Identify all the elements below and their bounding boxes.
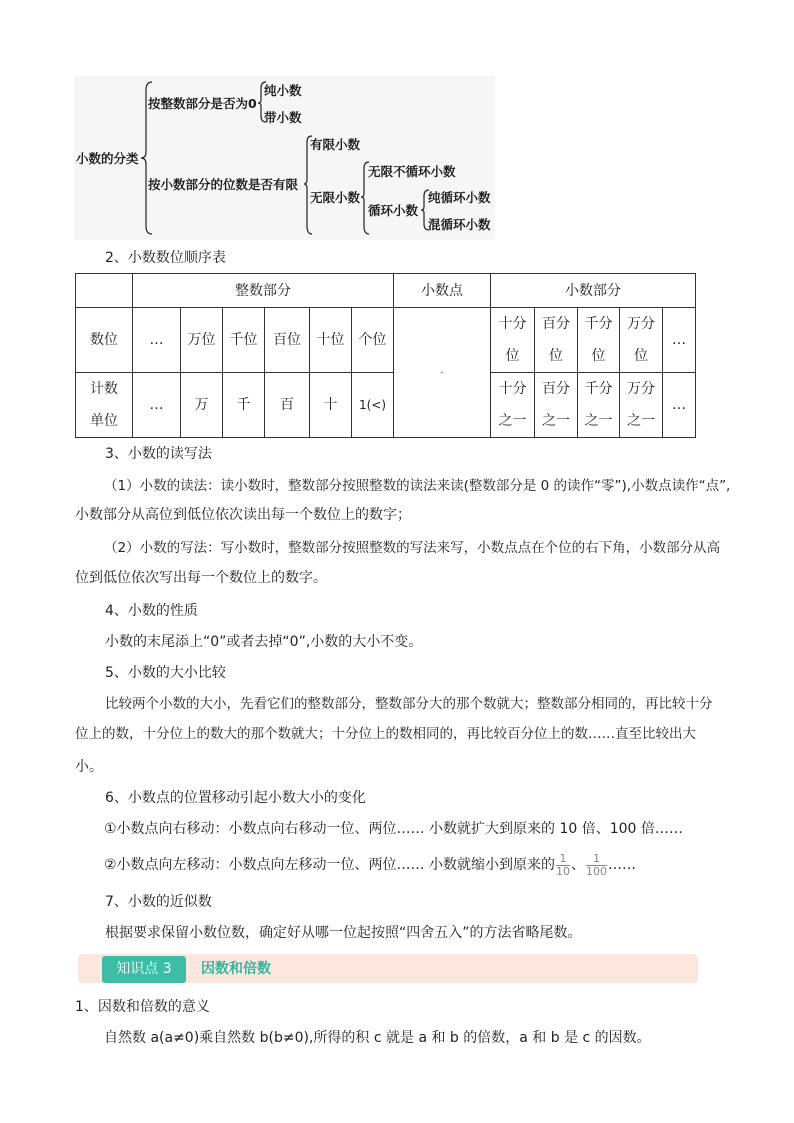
section-5-heading: 5、小数的大小比较 [105,665,226,681]
table-cell: 十分位 [491,308,535,373]
section-4-heading: 4、小数的性质 [105,603,198,619]
approx-text: 根据要求保留小数位数，确定好从哪一位起按照“四舍五入”的方法省略尾数。 [105,925,582,941]
compare-line2: 位上的数，十分位上的数大的那个数就大；十分位上的数相同的，再比较百分位上的数……直至比较出大 [75,726,696,742]
section-7-heading: 7、小数的近似数 [105,894,212,910]
row-label-unit: 计数单位 [76,373,133,438]
fraction-one-tenth [556,853,570,878]
tree-leaf-mixed-repeating: 混循环小数 [428,217,491,232]
table-cell: 千 [223,373,265,438]
row-label-place: 数位 [76,308,133,373]
table-cell: 百分位 [535,308,578,373]
tree-leaf-finite: 有限小数 [310,137,361,152]
compare-line3: 小。 [75,759,103,775]
tree-leaf-nonrepeating: 无限不循环小数 [368,164,456,179]
read-rule-line1: （1）小数的读法：读小数时，整数部分按照整数的读法来读(整数部分是 0 的读作“零”),小数点读作“点”, [104,478,731,494]
fraction-denominator: 100 [586,864,607,878]
table-cell: 百分之一 [535,373,578,438]
fraction-numerator: 1 [586,853,607,866]
table-cell: 万分之一 [620,373,663,438]
write-rule-line1: （2）小数的写法：写小数时，整数部分按照整数的写法来写，小数点点在个位的右下角，小数部分从高 [104,540,721,556]
move-right-text: ①小数点向右移动：小数点向右移动一位、两位…… 小数就扩大到原来的 10 倍、100 倍…… [104,821,683,837]
table-cell: 千位 [223,308,265,373]
table-cell: … [133,308,181,373]
factor-heading: 1、因数和倍数的意义 [75,999,210,1015]
fraction-numerator: 1 [556,853,570,866]
tree-leaf-infinite: 无限小数 [310,190,361,205]
decimal-point-cell [394,308,491,438]
tree-leaf-repeating: 循环小数 [368,203,419,218]
table-cell: 万分位 [620,308,663,373]
tree-leaf-mixed: 带小数 [264,110,302,125]
table-cell: 个位 [352,308,394,373]
table-cell: … [133,373,181,438]
table-cell: 1(<) [352,373,394,438]
move-left-text: ②小数点向左移动：小数点向左移动一位、两位…… 小数就缩小到原来的 [104,857,555,873]
read-rule-line2: 小数部分从高位到低位依次读出每一个数位上的数字； [75,507,411,523]
move-left-line [104,852,636,878]
header-integer-part: 整数部分 [133,274,394,308]
table-cell: … [663,308,696,373]
table-cell: … [663,373,696,438]
table-cell: 百位 [265,308,310,373]
fraction-denominator: 10 [556,864,570,878]
knowledge-point-title: 因数和倍数 [201,961,271,977]
header-decimal-part: 小数部分 [491,274,696,308]
section-2-heading: 2、小数数位顺序表 [105,250,226,266]
tree-root: 小数的分类 [76,151,139,166]
tree-leaf-pure-repeating: 纯循环小数 [428,190,491,205]
header-decimal-point: 小数点 [394,274,491,308]
table-cell: 十位 [310,308,352,373]
section-6-heading: 6、小数点的位置移动引起小数大小的变化 [105,790,366,806]
table-cell: 千分之一 [578,373,620,438]
factor-definition: 自然数 a(a≠0)乘自然数 b(b≠0),所得的积 c 就是 a 和 b 的倍数，a 和 b 是 c 的因数。 [104,1030,651,1046]
ellipsis: …… [608,857,636,873]
place-value-table [75,273,696,438]
classification-tree [74,76,495,240]
table-cell: 十 [310,373,352,438]
decimal-point-mark: · [440,367,444,379]
tree-branch-decimal: 按小数部分的位数是否有限 [148,177,299,192]
section-3-heading: 3、小数的读写法 [105,446,212,462]
table-cell: 万 [181,373,223,438]
write-rule-line2: 位到低位依次写出每一个数位上的数字。 [75,570,327,586]
fraction-separator: 、 [571,857,585,873]
compare-line1: 比较两个小数的大小，先看它们的整数部分，整数部分大的那个数就大；整数部分相同的，再比较十分 [105,696,713,712]
table-corner [76,274,133,308]
table-cell: 万位 [181,308,223,373]
table-cell: 百 [265,373,310,438]
property-text: 小数的末尾添上“0”或者去掉“0”,小数的大小不变。 [105,634,423,650]
table-cell: 千分位 [578,308,620,373]
table-cell: 十分之一 [491,373,535,438]
fraction-one-hundredth [586,853,607,878]
knowledge-point-badge: 知识点 3 [102,956,186,983]
tree-leaf-pure: 纯小数 [264,83,302,98]
tree-branch-integer: 按整数部分是否为0 [148,96,257,111]
